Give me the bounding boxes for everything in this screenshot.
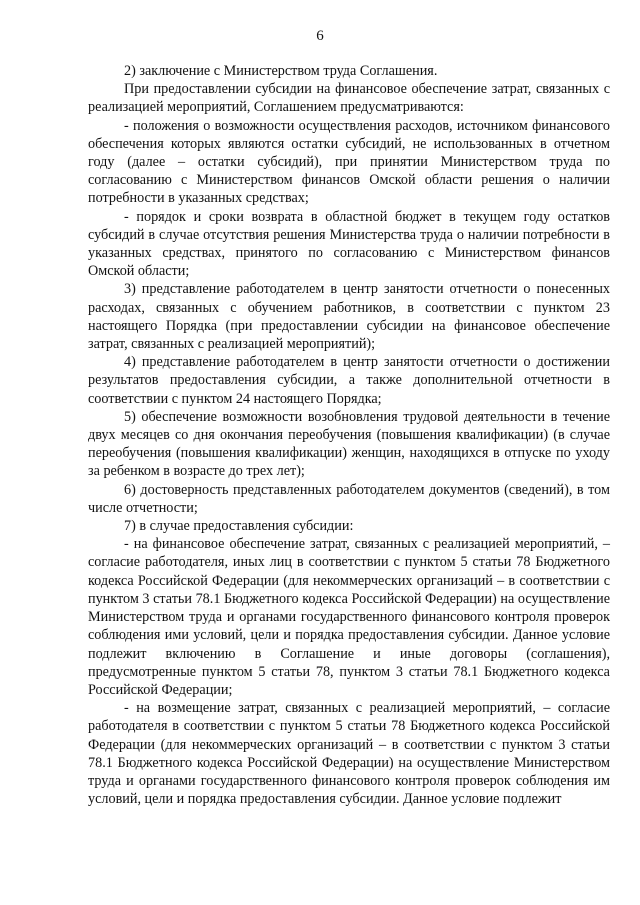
paragraph: При предоставлении субсидии на финансовое обеспечение затрат, связанных с реализацией мероприятий, Соглашением предусматриваются:: [88, 81, 610, 116]
list-item: 7) в случае предоставления субсидии:: [124, 518, 354, 535]
list-item: 3) представление работодателем в центр занятости отчетности о понесенных расходах, связанных с обучением работников, в соответствии с пунктом 23 настоящего Порядка (при предоставлении субсидии на финансовое обеспечение затрат, связанных с реализацией мероприятий);: [88, 281, 610, 353]
list-item: 4) представление работодателем в центр занятости отчетности о достижении результатов предоставления субсидии, а также дополнительной отчетности в соответствии с пунктом 24 настоящего Порядка;: [88, 354, 610, 407]
list-item: - положения о возможности осуществления расходов, источником финансового обеспечения которых являются остатки субсидий, не использованных в отчетном году (далее – остатки субсидий), при принятии Министерством труда по согласованию с Министерством финансов Омской области решения о наличии потребности в указанных средствах;: [88, 117, 610, 207]
list-item: 5) обеспечение возможности возобновления трудовой деятельности в течение двух месяцев со дня окончания переобучения (повышения квалификации) (в случае переобучения (повышения квалификации) женщин, находящихся в отпуске по уходу за ребенком в возрасте до трех лет);: [88, 408, 610, 480]
document-body: [88, 62, 610, 808]
list-item: - на финансовое обеспечение затрат, связанных с реализацией мероприятий, – согласие работодателя, иных лиц в соответствии с пунктом 5 статьи 78 Бюджетного кодекса Российской Федерации (для некоммерческих организаций – в соответствии с пунктом 3 статьи 78.1 Бюджетного кодекса Российской Федерации) на осуществление Министерством труда и органами государственного финансового контроля проверок соблюдения ими условий, цели и порядка предоставления субсидии. Данное условие подлежит включению в Соглашение и иные договоры (соглашения), предусмотренные пунктом 5 статьи 78, пунктом 3 статьи 78.1 Бюджетного кодекса Российской Федерации;: [88, 536, 610, 698]
paragraph: 2) заключение с Министерством труда Соглашения.: [124, 63, 438, 79]
list-item: - на возмещение затрат, связанных с реализацией мероприятий, – согласие работодателя в соответствии с пунктом 5 статьи 78 Бюджетного кодекса Российской Федерации (для некоммерческих организаций – в соответствии с пунктом 3 статьи 78.1 Бюджетного кодекса Российской Федерации) на осуществление Министерством труда и органами государственного финансового контроля проверок соблюдения им условий, цели и порядка предоставления субсидии. Данное условие подлежит: [88, 700, 610, 808]
list-item: - порядок и сроки возврата в областной бюджет в текущем году остатков субсидий в случае отсутствия решения Министерства труда о наличии потребности в указанных средствах, принятого по согласованию с Министерством финансов Омской области;: [88, 208, 610, 280]
list-item: 6) достоверность представленных работодателем документов (сведений), в том числе отчетности;: [88, 481, 610, 516]
page-number: 6: [316, 28, 324, 44]
